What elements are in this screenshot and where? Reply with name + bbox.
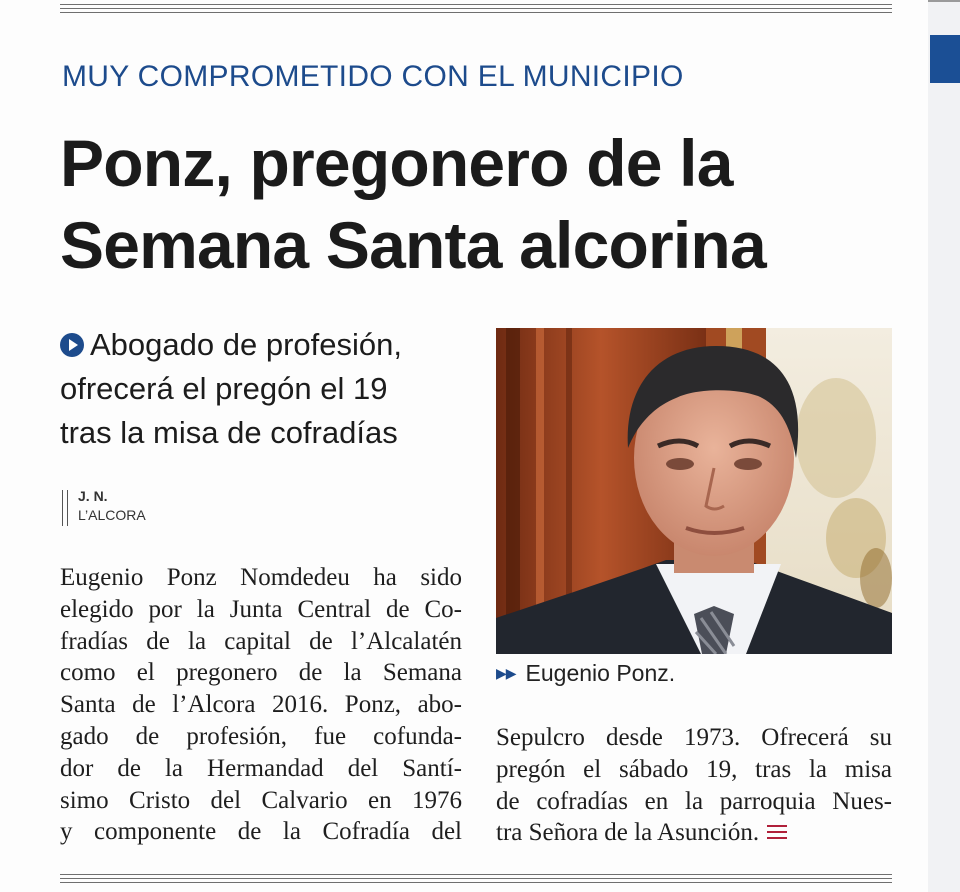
top-rule-lines (60, 4, 892, 16)
body-line: como el pregonero de la Semana (60, 659, 462, 687)
subheadline (60, 323, 480, 455)
body-line: Sepulcro desde 1973. Ofrecerá su (496, 724, 892, 751)
caption-text: Eugenio Ponz. (525, 660, 676, 686)
body-line: dor de la Hermandad del Santí- (60, 754, 462, 782)
byline-place: L’ALCORA (78, 507, 146, 523)
body-line: Santa de l’Alcora 2016. Ponz, abo- (60, 691, 462, 719)
body-line: pregón el sábado 19, tras la misa (496, 755, 892, 783)
adjacent-page-blue-block (930, 35, 960, 83)
photo-caption (496, 660, 675, 687)
headline-line-2: Semana Santa alcorina (60, 208, 766, 282)
body-line: gado de profesión, fue cofunda- (60, 722, 462, 750)
bottom-rule-lines (60, 874, 892, 886)
kicker: MUY COMPROMETIDO CON EL MUNICIPIO (62, 60, 684, 93)
subhead-text-1: Abogado de profesión, (90, 327, 402, 362)
subhead-line-2: ofrecerá el pregón el 19 (60, 371, 388, 406)
adjacent-page-edge (928, 0, 960, 892)
body-line: Eugenio Ponz Nomdedeu ha sido (60, 564, 462, 591)
body-line: fradías de la capital de l’Alcalatén (60, 627, 462, 655)
body-line-last-text: tra Señora de la Asunción. (496, 819, 760, 847)
play-circle-icon (60, 333, 84, 357)
byline-author: J. N. (78, 488, 108, 504)
adjacent-page-rule (928, 0, 960, 2)
byline-divider (62, 490, 68, 526)
headline (60, 122, 900, 286)
subhead-line-1 (60, 323, 480, 367)
portrait-photo (496, 328, 892, 654)
caption-marker-icon: ▶▶ (496, 665, 516, 681)
end-of-article-icon (767, 825, 787, 839)
subhead-line-3: tras la misa de cofradías (60, 415, 398, 450)
body-line: y componente de la Cofradía del (60, 818, 462, 846)
body-line-last (496, 817, 892, 849)
body-line: de cofradías en la parroquia Nues- (496, 787, 892, 815)
body-line: elegido por la Junta Central de Co- (60, 595, 462, 623)
body-column-right (496, 722, 892, 849)
headline-line-1: Ponz, pregonero de la (60, 126, 733, 200)
body-column-left (60, 562, 462, 848)
body-line: simo Cristo del Calvario en 1976 (60, 786, 462, 814)
